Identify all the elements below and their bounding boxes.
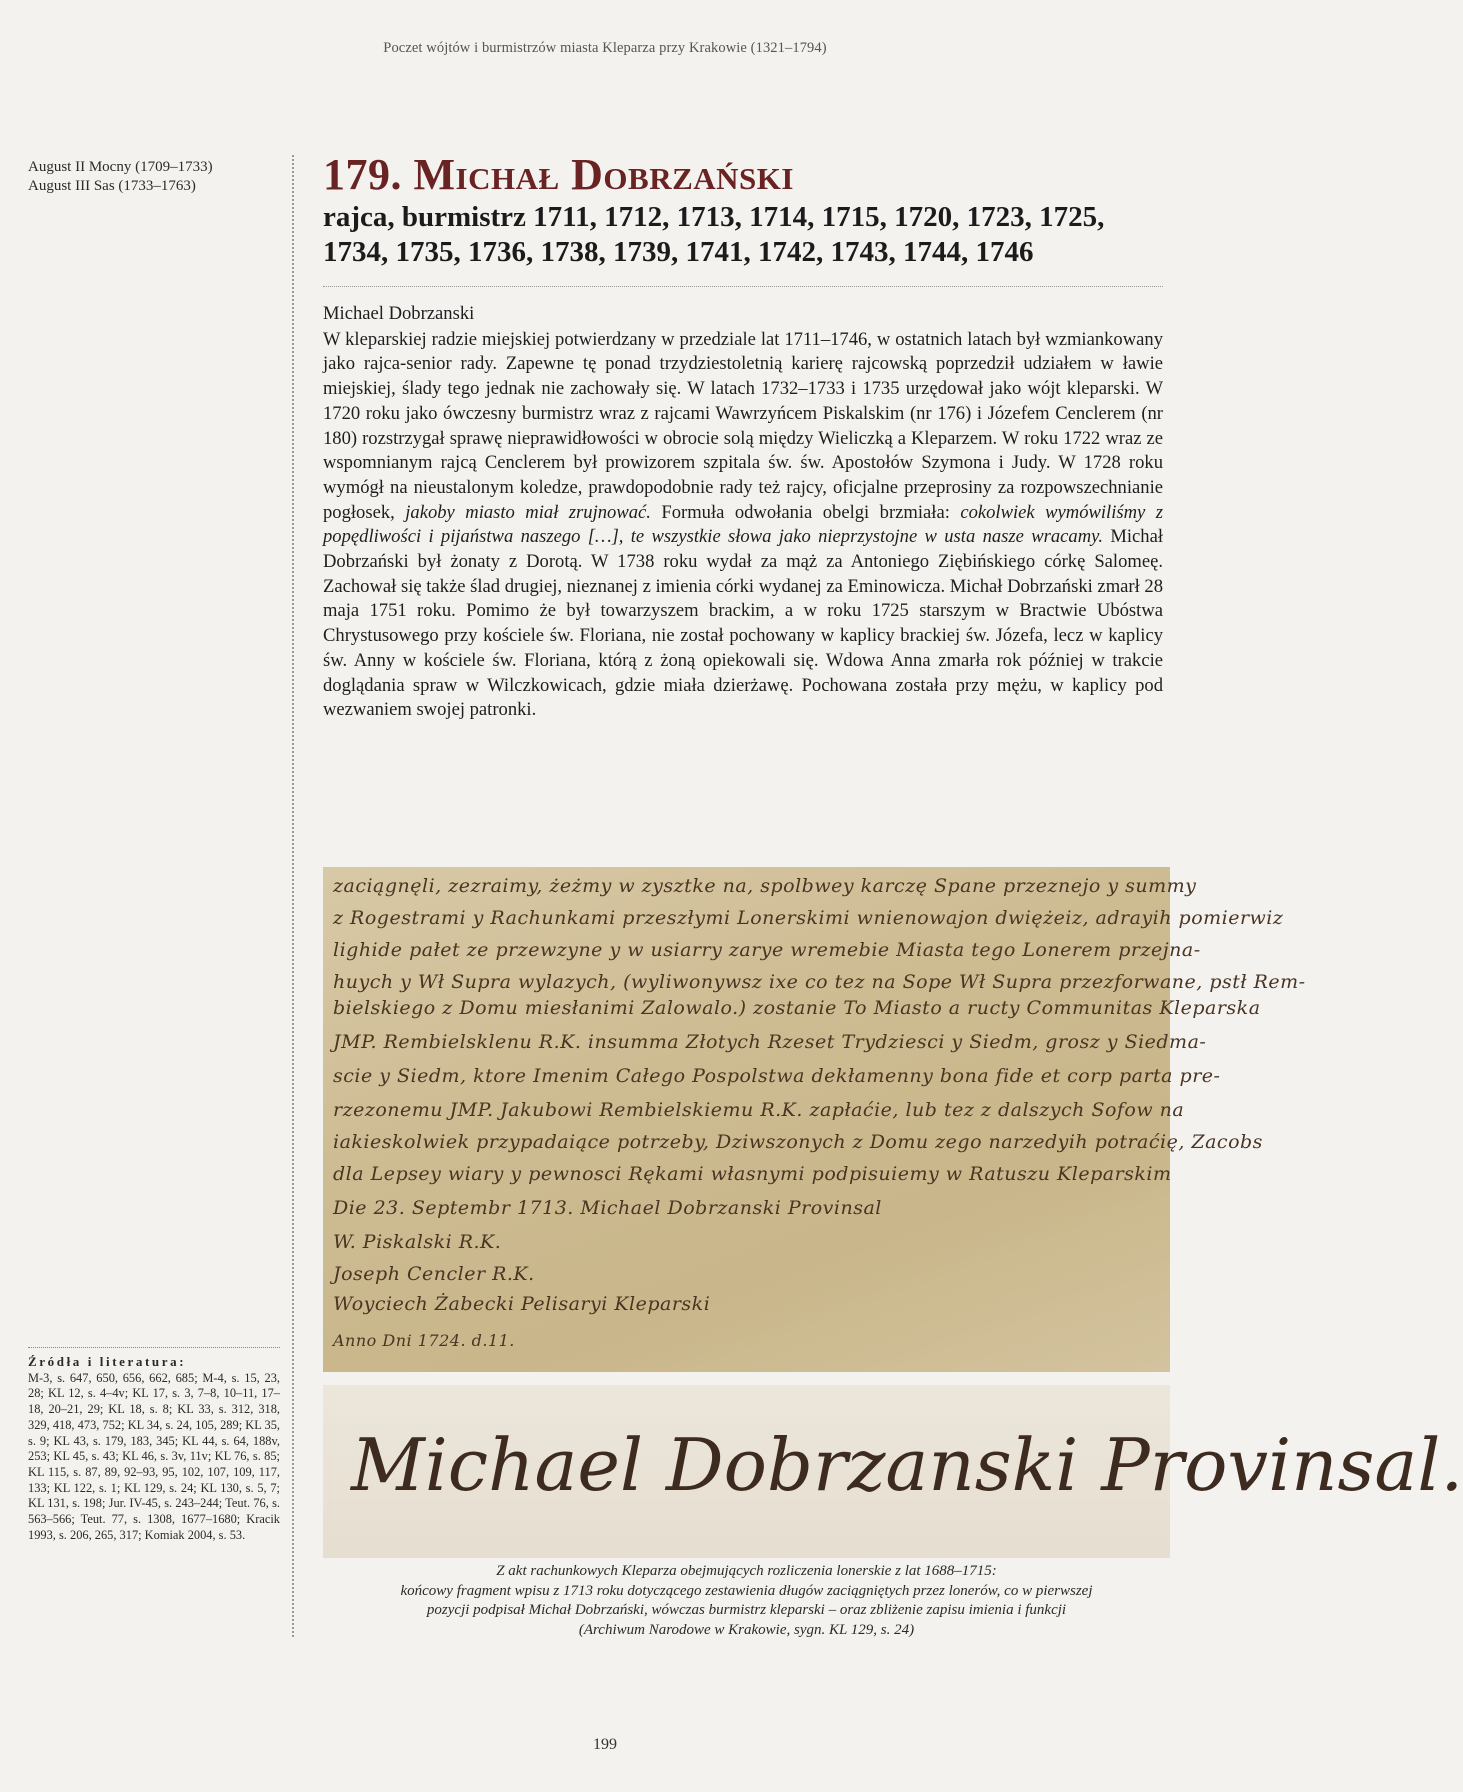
manuscript-image bbox=[323, 867, 1306, 1372]
entry-header bbox=[323, 150, 1163, 270]
caption-line: (Archiwum Narodowe w Krakowie, sygn. KL 129, s. 24) bbox=[578, 1621, 915, 1638]
manuscript-line: Joseph Cencler R.K. bbox=[333, 1263, 535, 1285]
entry-body bbox=[323, 302, 1163, 723]
caption-line: Z akt rachunkowych Kleparza obejmujących rozliczenia lonerskie z lat 1688–1715: bbox=[496, 1563, 997, 1579]
entry-title: 179. Michał Dobrzański bbox=[323, 150, 794, 199]
quote-text: cokolwiek wymówiliśmy z popędliwości i pijaństwa naszego […], te wszystkie słowa jako nieprzystojne w usta nasze wracamy. bbox=[323, 501, 1163, 548]
manuscript-line: rzezonemu JMP. Jakubowi Rembielskiemu R.K. zapłaćie, lub tez z dalszych Sofow na bbox=[333, 1099, 1185, 1121]
manuscript-line: dla Lepsey wiary y pewnosci Rękami własnymi podpisuiemy w Ratuszu Kleparskim bbox=[333, 1163, 1172, 1185]
manuscript-line: W. Piskalski R.K. bbox=[333, 1231, 502, 1253]
manuscript-line: Anno Dni 1724. d.11. bbox=[333, 1331, 515, 1350]
manuscript-line: scie y Siedm, ktore Imenim Całego Pospolstwa dekłamenny bona fide et corp parta pre- bbox=[333, 1065, 1221, 1087]
title-rule bbox=[323, 286, 1163, 287]
manuscript-line: lighide pałet ze przewzyne y w usiarry zarye wremebie Miasta tego Lonerem przejna- bbox=[333, 939, 1201, 961]
reign-list bbox=[28, 158, 268, 196]
quote-text: jakoby miasto miał zrujnować. bbox=[405, 501, 651, 523]
column-divider bbox=[292, 155, 295, 1637]
manuscript-line: iakieskolwiek przypadaiące potrzeby, Dziwszonych z Domu zego narzedyih potraćię, Zacobs bbox=[333, 1131, 1263, 1153]
figure-caption bbox=[323, 1562, 1170, 1640]
sources-box bbox=[28, 1347, 280, 1543]
sources-text: M-3, s. 647, 650, 656, 662, 685; M-4, s. 15, 23, 28; KL 12, s. 4–4v; KL 17, s. 3, 7–8, 10–11, 17–18, 20–21, 29; KL 18, s. 8; KL 33, s. 312, 318, 329, 418, 473, 752; KL 34, s. 24, 105, 289; KL 35, s. 9; KL 43, s. 179, 183, 345; KL 44, s. 64, 188v, 253; KL 45, s. 43; KL 46, s. 3v, 11v; KL 76, s. 85; KL 115, s. 87, 89, 92–93, 95, 102, 107, 109, 117, 133; KL 122, s. 1; KL 129, s. 24; KL 130, s. 5, 7; KL 131, s. 198; Jur. IV-45, s. 243–244; Teut. 76, s. 563–566; Teut. 77, s. 1308, 1677–1680; Kracik 1993, s. 206, 265, 317; Komiak 2004, s. 53. bbox=[28, 1370, 280, 1542]
manuscript-line: huych y Wł Supra wylazych, (wyliwonywsz ixe co tez na Sope Wł Supra przezforwane, pstł Rem- bbox=[333, 971, 1306, 993]
latin-name: Michael Dobrzanski bbox=[323, 303, 475, 324]
manuscript-line: zaciągnęli, zezraimy, żeżmy w zysztke na, spolbwey karczę Spane przeznejo y summy bbox=[333, 875, 1197, 897]
reign-item: August III Sas (1733–1763) bbox=[28, 178, 196, 194]
biography-paragraph bbox=[323, 328, 1163, 723]
caption-line: końcowy fragment wpisu z 1713 roku dotyczącego zestawienia długów zaciągniętych przez lonerów, co w pierwszej bbox=[400, 1582, 1093, 1599]
running-header: Poczet wójtów i burmistrzów miasta Kleparza przy Krakowie (1321–1794) bbox=[383, 40, 827, 56]
manuscript-line: Woyciech Żabecki Pelisaryi Kleparski bbox=[333, 1293, 711, 1315]
page-number: 199 bbox=[593, 1736, 617, 1753]
reign-item: August II Mocny (1709–1733) bbox=[28, 159, 213, 175]
body-text: Michał Dobrzański był żonaty z Dorotą. W 1738 roku wydał za mąż za Antoniego Ziębińskiego córkę Salomeę. Zachował się także ślad drugiej, nieznanej z imienia córki wydanej za Eminowicza. Michał Dobrzański zmarł 28 maja 1751 roku. Pomimo że był towarzyszem brackim, a w roku 1725 starszym w Bractwie Ubóstwa Chrystusowego przy kościele św. Floriana, nie został pochowany w kaplicy brackiej św. Józefa, lecz w kaplicy św. Anny w kościele św. Floriana, którą z żoną opiekowali się. Wdowa Anna zmarła rok później w trakcie doglądania spraw w Wilczkowicach, gdzie miała dzierżawę. Pochowana została przy mężu, w kaplicy pod wezwaniem swojej patronki. bbox=[323, 526, 1164, 721]
manuscript-line: z Rogestrami y Rachunkami przeszłymi Lonerskimi wnienowajon dwiężeiz, adrayih pomierwiz bbox=[333, 907, 1284, 929]
body-text: W kleparskiej radzie miejskiej potwierdzany w przedziale lat 1711–1746, w ostatnich latach był wzmiankowany jako rajca-senior rady. Zapewne tę ponad trzydziestoletnią karierę rajcowską poprzedził udziałem w ławie miejskiej, ślady tego jednak nie zachowały się. W latach 1732–1733 i 1735 urzędował jako wójt kleparski. W 1720 roku jako ówczesny burmistrz wraz z rajcami Wawrzyńcem Piskalskim (nr 176) i Józefem Cenclerem (nr 180) rozstrzygał sprawę nieprawidłowości w obrocie solą między Wieliczką a Kleparzem. W roku 1722 wraz ze wspomnianym rajcą Cenclerem był prowizorem szpitala św. św. Apostołów Szymona i Judy. W 1728 roku wymógł na nieustalonym koledze, prawdopodobnie rady też rajcy, oficjalne przeprosiny za rozpowszechnianie pogłosek, bbox=[323, 328, 1163, 523]
caption-line: pozycji podpisał Michał Dobrzański, wówczas burmistrz kleparski – oraz zbliżenie zapisu imienia i funkcji bbox=[426, 1602, 1067, 1618]
manuscript-line: Die 23. Septembr 1713. Michael Dobrzanski Provinsal bbox=[333, 1197, 882, 1219]
manuscript-line: bielskiego z Domu miesłanimi Zalowalo.) zostanie To Miasto a ructy Communitas Kleparska bbox=[333, 997, 1261, 1019]
signature-closeup bbox=[323, 1385, 1463, 1558]
closeup-text: Michael Dobrzanski Provinsal. bbox=[351, 1423, 1463, 1507]
manuscript-line: JMP. Rembielsklenu R.K. insumma Złotych Rzeset Trydziesci y Siedm, grosz y Siedma- bbox=[333, 1031, 1207, 1053]
entry-subtitle: rajca, burmistrz 1711, 1712, 1713, 1714, 1715, 1720, 1723, 1725, 1734, 1735, 1736, 1738, 1739, 1741, 1742, 1743, 1744, 1746 bbox=[323, 201, 1105, 268]
sources-heading: Źródła i literatura: bbox=[28, 1354, 187, 1369]
body-text: Formuła odwołania obelgi brzmiała: bbox=[650, 501, 961, 523]
